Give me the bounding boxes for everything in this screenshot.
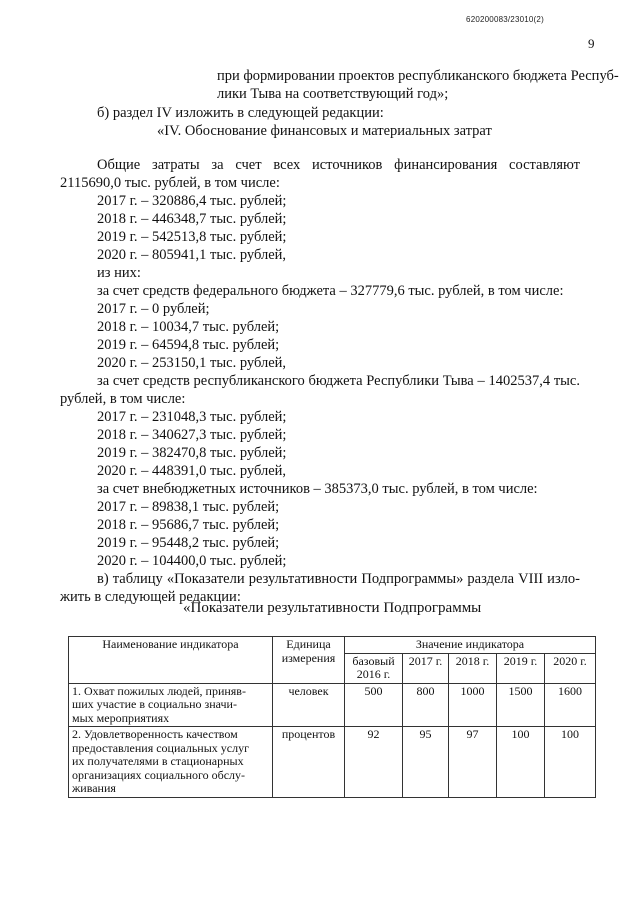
text-line: 2017 г. – 89838,1 тыс. рублей; (97, 499, 280, 515)
unit-cell: процентов (273, 727, 345, 798)
header-year-2019: 2019 г. (497, 653, 545, 683)
header-base-line: базовый (352, 653, 395, 668)
text-line: 2017 г. – 0 рублей; (97, 301, 210, 317)
value-cell: 1500 (497, 683, 545, 727)
text-line: 2018 г. – 95686,7 тыс. рублей; (97, 517, 280, 533)
indicator-name-line: ших участие в социально значи- (72, 697, 237, 711)
text-line: б) раздел IV изложить в следующей редакции: (97, 105, 384, 121)
value-cell: 1000 (449, 683, 497, 727)
text-line: 2020 г. – 253150,1 тыс. рублей, (97, 355, 287, 371)
text-line: 2019 г. – 64594,8 тыс. рублей; (97, 337, 280, 353)
value-cell: 100 (545, 727, 596, 798)
indicator-name-line: предоставления социальных услуг (72, 740, 250, 755)
header-unit-line: измерения (281, 650, 336, 665)
unit-cell: человек (273, 683, 345, 727)
text-line: из них: (97, 265, 141, 281)
header-year-2018: 2018 г. (449, 653, 497, 683)
text-line: в) таблицу «Показатели результативности Подпрограммы» раздела VIII изло- (97, 571, 580, 587)
value-cell: 95 (403, 727, 449, 798)
table-row (69, 683, 596, 727)
indicator-name-line: организациях социального обслу- (72, 767, 246, 782)
text-line: 2019 г. – 382470,8 тыс. рублей; (97, 445, 287, 461)
header-year-2020: 2020 г. (545, 653, 596, 683)
value-cell: 100 (497, 727, 545, 798)
text-line: 2018 г. – 446348,7 тыс. рублей; (97, 211, 287, 227)
text-line: за счет внебюджетных источников – 385373,0 тыс. рублей, в том числе: (97, 481, 538, 497)
table-header-row (69, 637, 596, 654)
value-cell: 97 (449, 727, 497, 798)
text-line: рублей, в том числе: (60, 391, 186, 407)
text-line: 2018 г. – 10034,7 тыс. рублей; (97, 319, 280, 335)
text-line: 2020 г. – 448391,0 тыс. рублей, (97, 463, 287, 479)
indicator-name-cell (69, 727, 273, 798)
text-line: за счет средств республиканского бюджета Республики Тыва – 1402537,4 тыс. (97, 373, 580, 389)
header-indicator-name: Наименование индикатора (69, 637, 273, 684)
text-line: Общие затраты за счет всех источников финансирования составляют (97, 157, 580, 173)
header-base-line: 2016 г. (356, 667, 391, 681)
indicator-name-line: 2. Удовлетворенность качеством (72, 727, 238, 741)
header-unit-line: Единица (286, 637, 331, 651)
section-heading: «IV. Обоснование финансовых и материальных затрат (157, 123, 492, 139)
header-base-year (345, 653, 403, 683)
text-line: 2019 г. – 542513,8 тыс. рублей; (97, 229, 287, 245)
value-cell: 500 (345, 683, 403, 727)
value-cell: 800 (403, 683, 449, 727)
indicator-name-line: их получателями в стационарных (72, 754, 244, 768)
text-line: 2020 г. – 104400,0 тыс. рублей; (97, 553, 287, 569)
table-row (69, 727, 596, 798)
text-line: 2017 г. – 231048,3 тыс. рублей; (97, 409, 287, 425)
text-line: за счет средств федерального бюджета – 327779,6 тыс. рублей, в том числе: (97, 283, 564, 299)
header-unit (273, 637, 345, 684)
header-indicator-value: Значение индикатора (345, 637, 596, 654)
indicators-table (68, 636, 596, 798)
text-line: 2017 г. – 320886,4 тыс. рублей; (97, 193, 287, 209)
indicator-name-line: 1. Охват пожилых людей, приняв- (72, 683, 246, 698)
text-line: жить в следующей редакции: (60, 589, 241, 605)
indicator-name-line: мых мероприятиях (72, 710, 170, 725)
value-cell: 1600 (545, 683, 596, 727)
indicator-name-cell (69, 683, 273, 727)
text-line: 2020 г. – 805941,1 тыс. рублей, (97, 247, 287, 263)
text-line: 2019 г. – 95448,2 тыс. рублей; (97, 535, 280, 551)
text-line: при формировании проектов республиканского бюджета Респуб- (217, 68, 619, 84)
text-line: лики Тыва на соответствующий год»; (217, 86, 449, 102)
table-title: «Показатели результативности Подпрограммы (183, 600, 482, 616)
text-line: 2018 г. – 340627,3 тыс. рублей; (97, 427, 287, 443)
header-year-2017: 2017 г. (403, 653, 449, 683)
document-code: 620200083/23010(2) (466, 15, 544, 24)
page-number: 9 (588, 36, 595, 51)
text-line: 2115690,0 тыс. рублей, в том числе: (60, 175, 280, 191)
indicator-name-line: живания (72, 781, 116, 795)
value-cell: 92 (345, 727, 403, 798)
